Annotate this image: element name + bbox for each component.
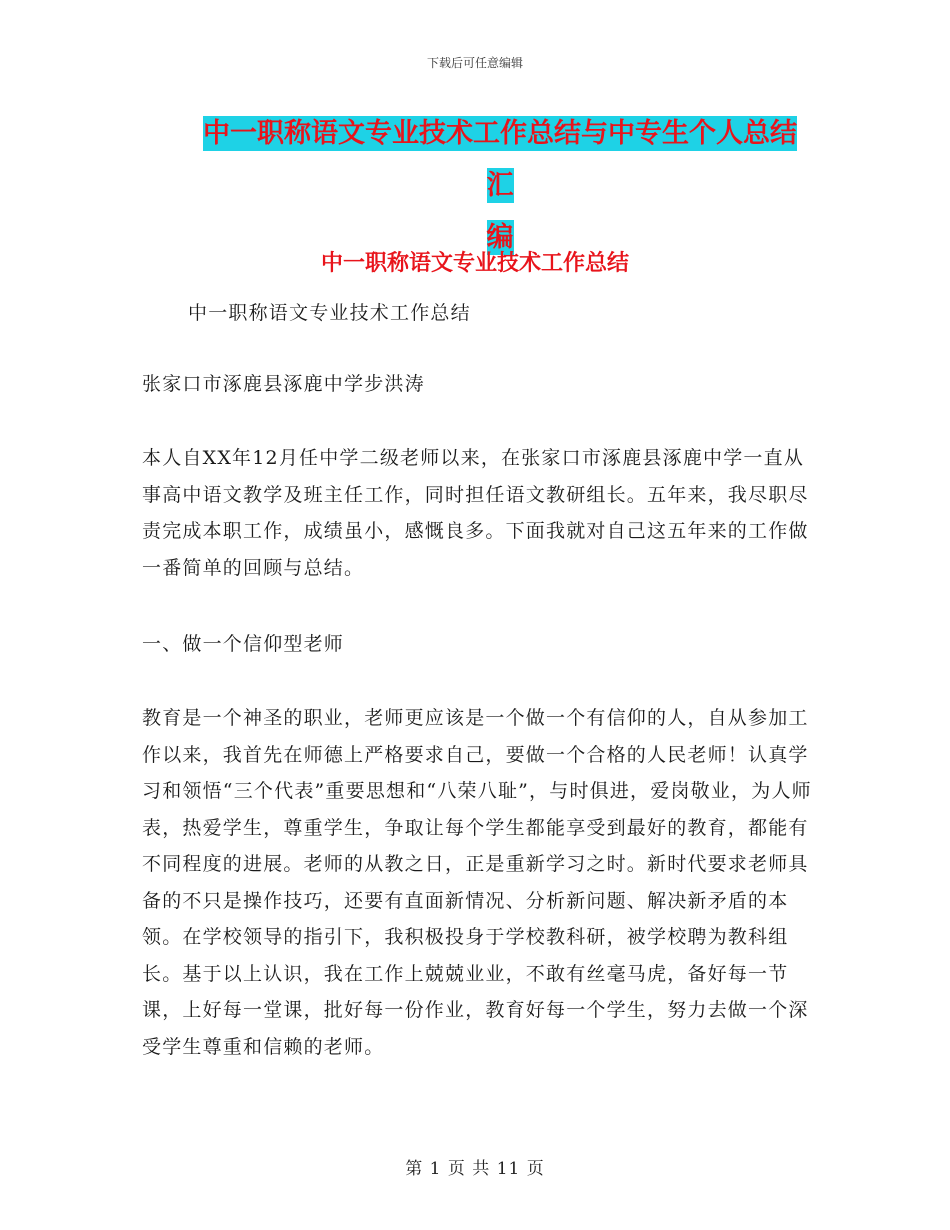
title-line-2: 编 <box>486 222 514 253</box>
paragraph-intro: 本人自XX年12月任中学二级老师以来，在张家口市涿鹿县涿鹿中学一直从事高中语文教学及班主任工作，同时担任语文教研组长。五年来，我尽职尽责完成本职工作，成绩虽小，感慨良多。下面我就对自己这五年来的工作做一番简单的回顾与总结。 <box>142 447 809 579</box>
page-footer: 第 1 页 共 11 页 <box>405 1159 545 1179</box>
header-note: 下载后可任意编辑 <box>426 56 523 70</box>
subtitle: 中一职称语文专业技术工作总结 <box>188 302 471 324</box>
paragraph-main: 教育是一个神圣的职业，老师更应该是一个做一个有信仰的人，自从参加工作以来，我首先在师德上严格要求自己，要做一个合格的人民老师！认真学习和领悟“三个代表”重要思想和“八荣八耻”，与时俱进，爱岗敬业，为人师表，热爱学生，尊重学生，争取让每个学生都能享受到最好的教育，都能有不同程度的进展。老师的从教之日，正是重新学习之时。新时代要求老师具备的不只是操作技巧，还要有直面新情况、分析新问题、解决新矛盾的本领。在学校领导的指引下，我积极投身于学校教科研，被学校聘为教科组长。基于以上认识，我在工作上兢兢业业，不敢有丝毫马虎，备好每一节课，上好每一堂课，批好每一份作业，教育好每一个学生，努力去做一个深受学生尊重和信赖的老师。 <box>142 707 812 1058</box>
title-line-1: 中一职称语文专业技术工作总结与中专生个人总结汇 <box>203 118 797 201</box>
author-line: 张家口市涿鹿县涿鹿中学步洪涛 <box>142 373 425 395</box>
section-title: 中一职称语文专业技术工作总结 <box>320 251 629 276</box>
section-heading-1: 一、做一个信仰型老师 <box>142 633 345 655</box>
document-title <box>190 108 810 264</box>
